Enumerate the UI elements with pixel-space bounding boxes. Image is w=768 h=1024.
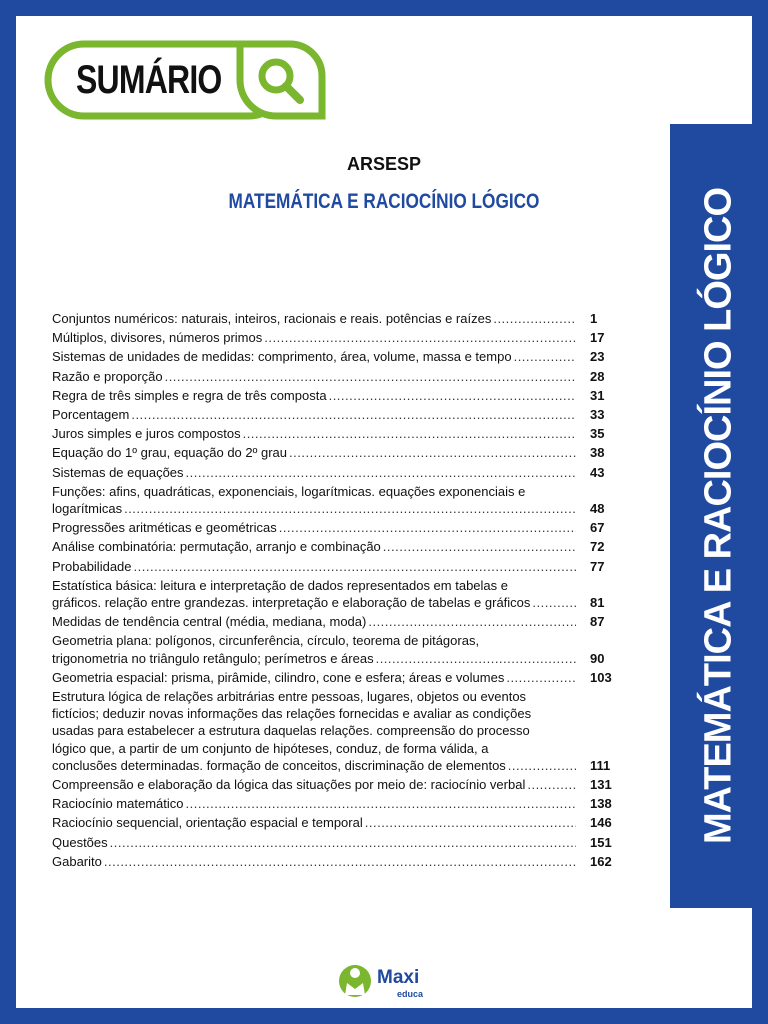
toc-entry[interactable]	[52, 464, 626, 481]
toc-leader-dots	[110, 834, 576, 851]
maxi-educa-logo	[337, 963, 437, 1003]
toc-leader-dots	[527, 776, 576, 793]
toc-page-number: 28	[590, 368, 605, 384]
toc-leader-dots	[104, 853, 576, 870]
toc-entry[interactable]	[52, 776, 626, 793]
toc-page-number: 103	[590, 669, 612, 685]
toc-page-number: 111	[590, 757, 611, 773]
toc-leader-dots	[134, 558, 576, 575]
toc-page-number: 67	[590, 520, 605, 536]
toc-page-number: 81	[590, 595, 605, 611]
toc-entry-line: Funções: afins, quadráticas, exponenciais, logarítmicas. equações exponenciais e	[52, 483, 526, 499]
toc-page-number: 72	[590, 539, 605, 555]
toc-entry-line: Geometria plana: polígonos, circunferência, círculo, teorema de pitágoras,	[52, 633, 480, 649]
toc-entry-line: fictícios; deduzir novas informações das relações fornecidas e avaliar as condições	[52, 706, 532, 722]
toc-leader-dots	[368, 613, 576, 630]
toc-page-number: 87	[590, 614, 605, 630]
toc-page-number: 1	[590, 311, 598, 326]
toc-entry[interactable]	[52, 632, 626, 666]
toc-page-number: 90	[590, 650, 605, 666]
toc-entry-line: Estatística básica: leitura e interpretação de dados representados em tabelas e	[52, 577, 508, 593]
toc-entry[interactable]	[52, 814, 626, 831]
toc-entry-title: Geometria espacial: prisma, pirâmide, cilindro, cone e esfera; áreas e volumes	[52, 669, 505, 685]
toc-leader-dots	[329, 387, 576, 404]
toc-entry-title: logarítmicas	[52, 501, 123, 517]
subject-title: MATEMÁTICA E RACIOCÍNIO LÓGICO	[228, 190, 540, 213]
org-name: ARSESP	[346, 154, 422, 174]
toc-leader-dots	[264, 329, 576, 346]
toc-entry-title: conclusões determinadas. formação de conceitos, discriminação de elementos	[52, 757, 506, 773]
toc-page-number: 33	[590, 407, 605, 423]
toc-entry-title: Questões	[52, 834, 108, 850]
toc-page-number: 146	[590, 815, 612, 831]
toc-page-number: 131	[590, 777, 612, 793]
side-tab-label: MATEMÁTICA E RACIOCÍNIO LÓGICO	[697, 187, 740, 845]
maxi-brand: Maxi	[377, 967, 420, 988]
toc-entry[interactable]	[52, 387, 626, 404]
toc-entry[interactable]	[52, 425, 626, 442]
toc-leader-dots	[243, 425, 576, 442]
toc-leader-dots	[508, 757, 576, 774]
toc-page-number: 48	[590, 501, 605, 517]
toc-page-number: 77	[590, 558, 605, 574]
toc-page-number: 151	[590, 834, 612, 850]
toc-entry-title: Sistemas de equações	[52, 464, 184, 480]
toc-entry[interactable]	[52, 348, 626, 365]
toc-leader-dots	[506, 669, 576, 686]
toc-entry-title: Porcentagem	[52, 407, 130, 423]
toc-page-number: 23	[590, 349, 605, 365]
toc-leader-dots	[365, 814, 576, 831]
toc-entry[interactable]	[52, 406, 626, 423]
toc-entry[interactable]	[52, 577, 626, 611]
toc-entry[interactable]	[52, 669, 626, 686]
toc-entry[interactable]	[52, 483, 626, 517]
maxi-brand-sub: educa	[397, 989, 424, 999]
toc-leader-dots	[186, 795, 577, 812]
toc-entry-title: Razão e proporção	[52, 368, 163, 384]
toc-leader-dots	[493, 310, 576, 327]
toc-entry-title: Juros simples e juros compostos	[52, 426, 241, 442]
toc-entry[interactable]	[52, 834, 626, 851]
toc-page-number: 17	[590, 330, 605, 346]
toc-entry-title: Medidas de tendência central (média, mediana, moda)	[52, 614, 367, 630]
toc-entry-title: Múltiplos, divisores, números primos	[52, 330, 263, 346]
toc-page-number: 162	[590, 853, 612, 869]
toc-entry-title: Conjuntos numéricos: naturais, inteiros, racionais e reais. potências e raízes	[52, 311, 492, 326]
toc-entry-title: Progressões aritméticas e geométricas	[52, 520, 277, 536]
toc-leader-dots	[289, 444, 576, 461]
toc-page-number: 31	[590, 387, 605, 403]
toc-entry-title: Regra de três simples e regra de três composta	[52, 387, 327, 403]
toc-entry-title: Compreensão e elaboração da lógica das situações por meio de: raciocínio verbal	[52, 777, 526, 793]
toc-entry-line: usadas para estabelecer a estrutura daquelas relações. compreensão do processo	[52, 723, 530, 739]
toc-page-number: 138	[590, 796, 612, 812]
toc-entry-title: Gabarito	[52, 853, 102, 869]
toc-entry[interactable]	[52, 368, 626, 385]
toc-entry-title: Raciocínio matemático	[52, 796, 184, 812]
toc-leader-dots	[186, 464, 576, 481]
toc-leader-dots	[279, 519, 576, 536]
toc-entry[interactable]	[52, 688, 626, 774]
toc-entry[interactable]	[52, 329, 626, 346]
toc-entry-line: lógico que, a partir de um conjunto de hipóteses, conduz, de forma válida, a	[52, 740, 489, 756]
toc-leader-dots	[532, 594, 576, 611]
toc-page-number: 38	[590, 445, 605, 461]
toc-entry[interactable]	[52, 444, 626, 461]
toc-entry-title: trigonometria no triângulo retângulo; perímetros e áreas	[52, 650, 374, 666]
toc-leader-dots	[131, 406, 576, 423]
toc-leader-dots	[124, 500, 576, 517]
toc-leader-dots	[383, 538, 576, 555]
toc-leader-dots	[376, 650, 576, 667]
toc-entry[interactable]	[52, 310, 626, 327]
toc-leader-dots	[165, 368, 576, 385]
toc-page-number: 35	[590, 426, 605, 442]
toc-entry-title: Probabilidade	[52, 558, 132, 574]
toc-entry-title: Análise combinatória: permutação, arranjo e combinação	[52, 539, 381, 555]
sumario-badge	[44, 40, 326, 120]
toc-entry[interactable]	[52, 538, 626, 555]
toc-entry[interactable]	[52, 613, 626, 630]
toc-entry-title: Sistemas de unidades de medidas: comprimento, área, volume, massa e tempo	[52, 349, 512, 365]
toc-entry[interactable]	[52, 853, 626, 870]
toc-entry-title: gráficos. relação entre grandezas. interpretação e elaboração de tabelas e gráficos	[52, 595, 531, 611]
toc-leader-dots	[514, 348, 576, 365]
toc-entry[interactable]	[52, 795, 626, 812]
toc-entry-title: Equação do 1º grau, equação do 2º grau	[52, 445, 288, 461]
toc-entry[interactable]	[52, 519, 626, 536]
toc-page-number: 43	[590, 464, 605, 480]
toc-entry-title: Raciocínio sequencial, orientação espacial e temporal	[52, 815, 363, 831]
sumario-title: SUMÁRIO	[76, 58, 222, 102]
toc-entry-line: Estrutura lógica de relações arbitrárias entre pessoas, lugares, objetos ou eventos	[52, 689, 527, 705]
toc-entry[interactable]	[52, 558, 626, 575]
table-of-contents	[52, 310, 626, 872]
